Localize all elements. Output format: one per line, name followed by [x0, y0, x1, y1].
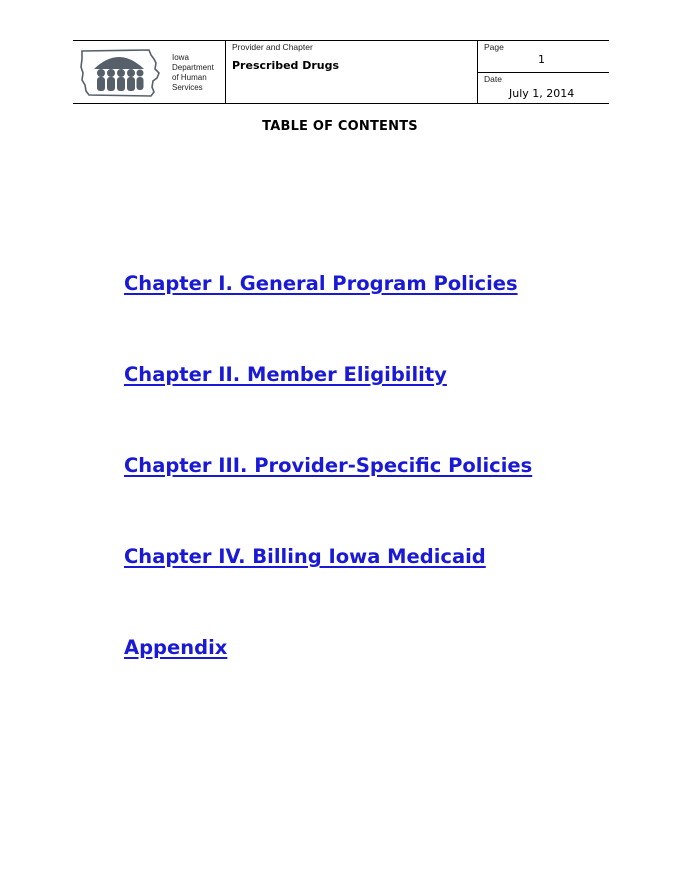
page-cell: [478, 41, 609, 73]
date-value: July 1, 2014: [509, 87, 575, 100]
provider-chapter-label: Provider and Chapter: [232, 42, 313, 52]
toc-link-chapter-4[interactable]: Chapter IV. Billing Iowa Medicaid: [124, 545, 486, 568]
department-name-line: Services: [172, 83, 203, 92]
department-name: [172, 53, 214, 93]
date-label: Date: [484, 74, 502, 84]
page-label: Page: [484, 42, 504, 52]
department-name-line: of Human: [172, 73, 207, 82]
department-name-line: Iowa: [172, 53, 189, 62]
toc-link-appendix[interactable]: Appendix: [124, 636, 228, 659]
toc-link-chapter-2[interactable]: Chapter II. Member Eligibility: [124, 363, 447, 386]
date-cell: [478, 73, 609, 103]
toc-link-chapter-1[interactable]: Chapter I. General Program Policies: [124, 272, 518, 295]
iowa-dhs-logo-icon: [79, 47, 161, 97]
document-header: [73, 40, 609, 104]
provider-chapter-cell: [226, 41, 478, 103]
provider-chapter-value: Prescribed Drugs: [232, 59, 340, 72]
page-number: 1: [538, 53, 545, 66]
department-name-line: Department: [172, 63, 214, 72]
page-title: TABLE OF CONTENTS: [262, 119, 418, 134]
logo-cell: [73, 41, 226, 103]
toc-link-chapter-3[interactable]: Chapter III. Provider-Specific Policies: [124, 454, 533, 477]
